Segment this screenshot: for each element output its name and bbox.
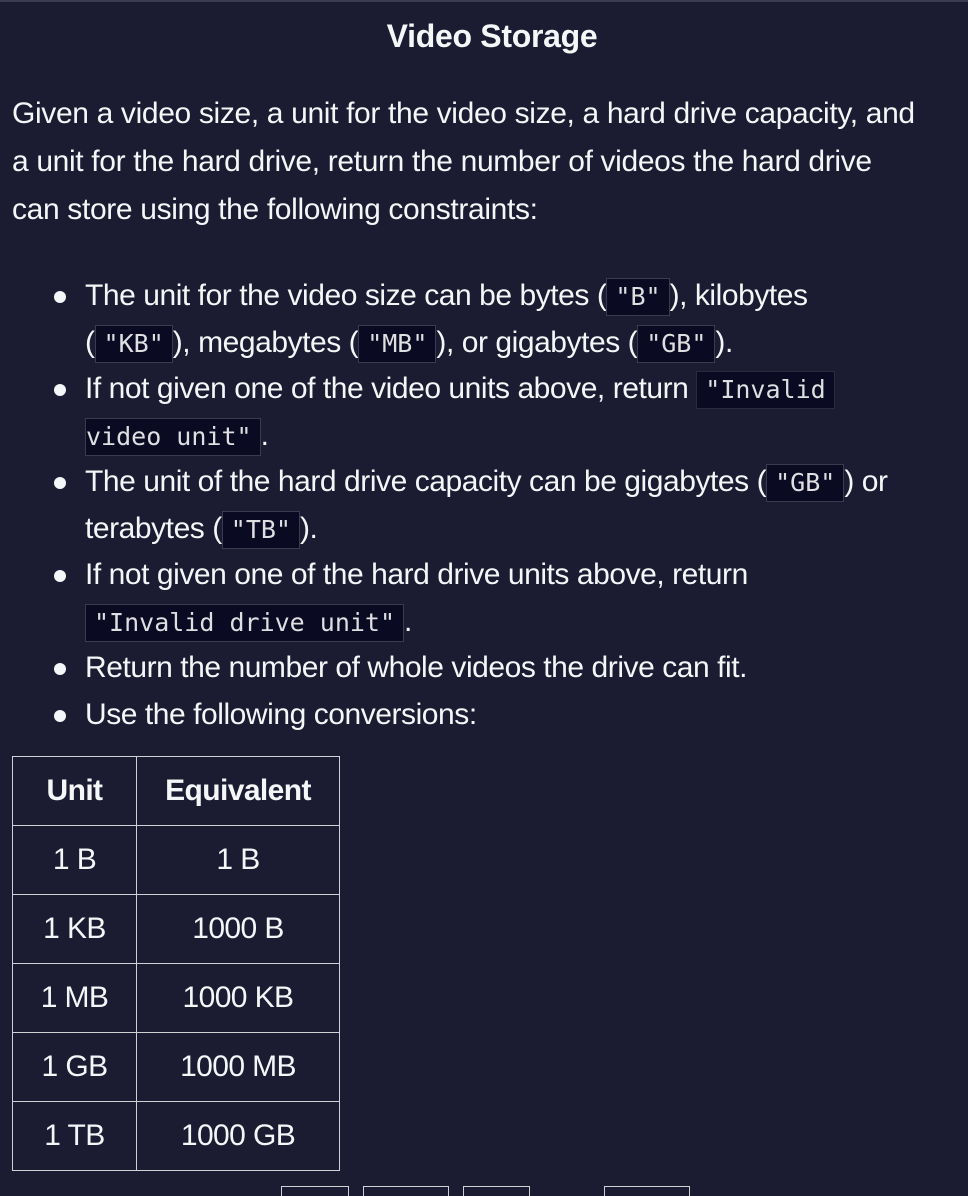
intro-line: a unit for the hard drive, return the number of videos the hard drive — [12, 145, 872, 178]
table-row — [13, 826, 340, 895]
conversion-table — [12, 756, 340, 1171]
bullet-icon — [54, 710, 66, 722]
column-header-equivalent: Equivalent — [137, 757, 340, 826]
table-cell: 1000 B — [137, 895, 340, 964]
cutoff-code-snippet — [281, 1186, 349, 1196]
table-row — [13, 895, 340, 964]
table-cell: 1 B — [13, 826, 137, 895]
table-cell: 1000 GB — [137, 1102, 340, 1171]
list-item: If not given one of the hard drive units above, return "Invalid drive unit" . — [85, 552, 968, 645]
code-snippet: "GB" — [637, 325, 715, 363]
table-cell: 1000 MB — [137, 1033, 340, 1102]
list-item: Use the following conversions: — [85, 692, 968, 739]
table-row — [13, 1102, 340, 1171]
bullet-icon — [54, 570, 66, 582]
page-title: Video Storage — [386, 18, 598, 54]
code-snippet: "TB" — [222, 511, 300, 549]
list-item: Return the number of whole videos the drive can fit. — [85, 645, 968, 692]
code-snippet: "KB" — [95, 325, 173, 363]
intro-paragraph — [12, 90, 968, 234]
table-cell: 1 GB — [13, 1033, 137, 1102]
bullet-icon — [54, 384, 66, 396]
code-snippet: "MB" — [358, 325, 436, 363]
code-snippet: "Invalid — [696, 371, 834, 409]
code-snippet: video unit" — [85, 418, 261, 456]
code-snippet: "B" — [606, 278, 669, 316]
bullet-icon — [54, 291, 66, 303]
list-item: If not given one of the video units above, return "Invalid video unit" . — [85, 366, 968, 459]
table-cell: 1 KB — [13, 895, 137, 964]
cutoff-code-snippet — [604, 1186, 690, 1196]
intro-line: can store using the following constraints: — [12, 193, 538, 226]
table-header-row — [13, 757, 340, 826]
table-row — [13, 964, 340, 1033]
cutoff-code-snippet — [363, 1186, 449, 1196]
table-cell: 1 B — [137, 826, 340, 895]
cutoff-code-snippet — [463, 1186, 530, 1196]
table-row — [13, 1033, 340, 1102]
list-item: The unit for the video size can be bytes ( "B" ), kilobytes ( "KB" ), megabytes ( "MB" ), or gigabytes ( "GB" ). — [85, 273, 968, 366]
top-divider — [0, 0, 968, 2]
bullet-icon — [54, 663, 66, 675]
table-cell: 1 TB — [13, 1102, 137, 1171]
bullet-icon — [54, 477, 66, 489]
column-header-unit: Unit — [13, 757, 137, 826]
intro-line: Given a video size, a unit for the video size, a hard drive capacity, and — [12, 97, 915, 130]
list-item: The unit of the hard drive capacity can be gigabytes ( "GB" ) or terabytes ( "TB" ). — [85, 459, 968, 552]
code-snippet: "GB" — [766, 464, 844, 502]
code-snippet: "Invalid drive unit" — [85, 604, 404, 642]
table-cell: 1000 KB — [137, 964, 340, 1033]
table-cell: 1 MB — [13, 964, 137, 1033]
constraints-list — [85, 273, 968, 738]
